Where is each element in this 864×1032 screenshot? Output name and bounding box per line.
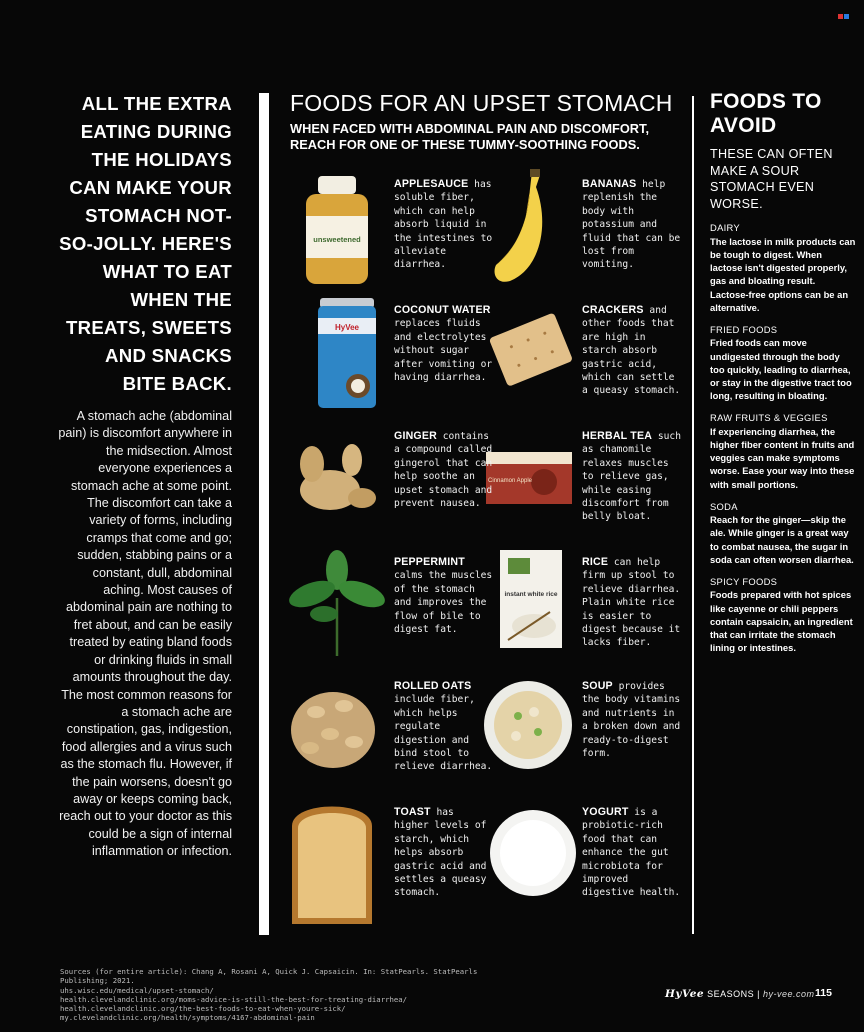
food-ginger [394,430,494,510]
food-desc: calms the muscles of the stomach and improves the flow of bile to digest fat. [394,570,493,636]
avoid-column [710,90,856,654]
peppermint-leaves-image [284,548,390,658]
food-name: RICE [582,556,609,568]
page-footer [665,988,815,1000]
page-title: FOODS FOR AN UPSET STOMACH [290,90,673,116]
avoid-text: If experiencing diarrhea, the higher fiber content in fruits and veggies can make symptoms worse. Ease your way into these with small portions. [710,425,855,490]
avoid-text: The lactose in milk products can be tough to digest. When lactose isn't digested properly, gas and bloating result. Lactose-free options can be an alternative. [710,235,856,313]
avoid-text: Reach for the ginger—skip the ale. While ginger is a great way to combat nausea, the sugar in soda can often worsen diarrhea. [710,514,854,565]
page-subtitle: WHEN FACED WITH ABDOMINAL PAIN AND DISCOMFORT, REACH FOR ONE OF THESE TUMMY-SOOTHING FOODS. [290,121,650,152]
footer-section: SEASONS [707,989,755,999]
source-line: my.clevelandclinic.org/health/symptoms/4167-abdominal-pain [60,1013,315,1023]
food-name: ROLLED OATS [394,680,472,692]
food-desc: can help firm up stool to relieve diarrhea. Plain white rice is easier to digest because it lacks fiber. [582,557,681,649]
tea-label: Cinnamon Apple [487,478,533,484]
avoid-category: SODA [710,500,738,512]
food-desc: help replenish the body with potassium and fluid that can be lost from vomiting. [582,179,681,271]
food-name: CRACKERS [582,304,644,316]
food-desc: contains a compound called gingerol that can help soothe an upset stomach and prevent nausea. [394,431,493,510]
food-desc: such as chamomile relaxes muscles to relieve gas, while easing discomfort from belly bloat. [582,431,681,523]
toast-image [284,798,380,932]
avoid-subtitle: THESE CAN OFTEN MAKE A SOUR STOMACH EVEN WORSE. [710,147,833,211]
crackers-image [484,308,576,392]
food-desc: include fiber, which helps regulate digestion and bind stool to relieve diarrhea. [394,694,493,773]
food-name: GINGER [394,430,437,442]
food-name: APPLESAUCE [394,178,469,190]
avoid-category: RAW FRUITS & VEGGIES [710,412,828,424]
coconut-water-can-image [316,296,378,412]
food-coconut-water [394,304,494,384]
food-toast [394,806,494,900]
food-desc: provides the body vitamins and nutrients in a broken down and ready-to-digest form. [582,681,681,760]
food-desc: has higher levels of starch, which helps absorb gastric acid and settles a queasy stomach. [394,807,487,899]
herbal-tea-box-image [486,448,572,508]
food-name: COCONUT WATER [394,304,491,316]
food-bananas [582,178,682,272]
footer-site: hy-vee.com [762,989,815,999]
rolled-oats-image [286,672,380,772]
soup-bowl-image [482,678,574,772]
food-yogurt [582,806,682,900]
food-crackers [582,304,682,398]
food-rice [582,556,682,650]
avoid-category: SPICY FOODS [710,576,778,588]
food-desc: has soluble fiber, which can help absorb liquid in the intestines to alleviate diarrhea. [394,179,493,271]
food-name: TOAST [394,806,431,818]
intro-body: A stomach ache (abdominal pain) is discomfort anywhere in the midsection. Almost everyone experiences a stomach ache at some point. The discomfort can take a variety of forms, including cramps that come and go; sudden, stabbing pains or a constant, dull, abdominal aching. Most causes of abdominal pain are nothing to fret about, and can be easily treated by eating bland foods or drinking fluids in small amounts throughout the day. The most common reasons for a stomach ache are constipation, gas, indigestion, food allergies and a virus such as the stomach flu. However, if the pain worsens, doesn't go away or keeps coming back, reach out to your doctor as this could be a sign of internal inflammation or infection. [58,409,232,859]
avoid-category: DAIRY [710,222,740,234]
food-desc: replaces fluids and electrolytes without sugar after vomiting or having diarrhea. [394,318,493,384]
intro-column [58,90,232,861]
avoid-text: Foods prepared with hot spices like cayenne or chili peppers contain capsaicin, an ingredient that can irritate the stomach lining or intestines. [710,589,853,654]
color-marks-icon [838,14,850,20]
coconut-can-label: HyVee [334,323,360,332]
source-line: uhs.wisc.edu/medical/upset-stomach/ [60,985,214,995]
left-divider [259,93,269,935]
food-desc: is a probiotic-rich food that can enhance the gut microbiota for improved digestive health. [582,807,681,899]
applesauce-label: unsweetened [313,235,361,244]
avoid-text: Fried foods can move undigested through the body too quickly, leading to diarrhea, or stay in the digestive tract too long, resulting in bloating. [710,337,852,402]
avoid-category: FRIED FOODS [710,324,778,335]
applesauce-jar-image [298,176,376,286]
source-line: health.clevelandclinic.org/moms-advice-is-still-the-best-for-treating-diarrhea/ [60,994,408,1004]
food-applesauce [394,178,494,272]
ginger-root-image [286,436,382,524]
food-name: YOGURT [582,806,629,818]
food-peppermint [394,556,494,636]
food-name: SOUP [582,680,613,692]
rice-label: instant white rice [504,591,558,598]
sources [60,967,530,1023]
source-line: Sources (for entire article): Chang A, Rosani A, Quick J. Capsaicin. In: StatPearls. StatPearls Publishing; 2021. [60,967,478,986]
food-name: HERBAL TEA [582,430,653,442]
food-name: PEPPERMINT [394,556,465,568]
food-desc: and other foods that are high in starch absorb gastric acid, which can settle a queasy stomach. [582,305,681,397]
right-divider [692,96,694,934]
source-line: health.clevelandclinic.org/the-best-foods-to-eat-when-youre-sick/ [60,1004,346,1014]
food-name: BANANAS [582,178,637,190]
yogurt-bowl-image [488,808,578,898]
food-herbal-tea [582,430,682,524]
page-number: 115 [815,987,832,999]
food-soup [582,680,682,760]
intro-heading: ALL THE EXTRA EATING DURING THE HOLIDAYS CAN MAKE YOUR STOMACH NOT-SO-JOLLY. HERE'S WHAT TO EAT WHEN THE TREATS, SWEETS AND SNACKS BITE BACK. [59,93,232,394]
rice-box-image [498,548,564,650]
footer-separator: | [757,989,760,999]
hyvee-logo: HyVee [665,988,705,1000]
food-rolled-oats [394,680,494,774]
avoid-title: FOODS TO AVOID [710,90,822,137]
